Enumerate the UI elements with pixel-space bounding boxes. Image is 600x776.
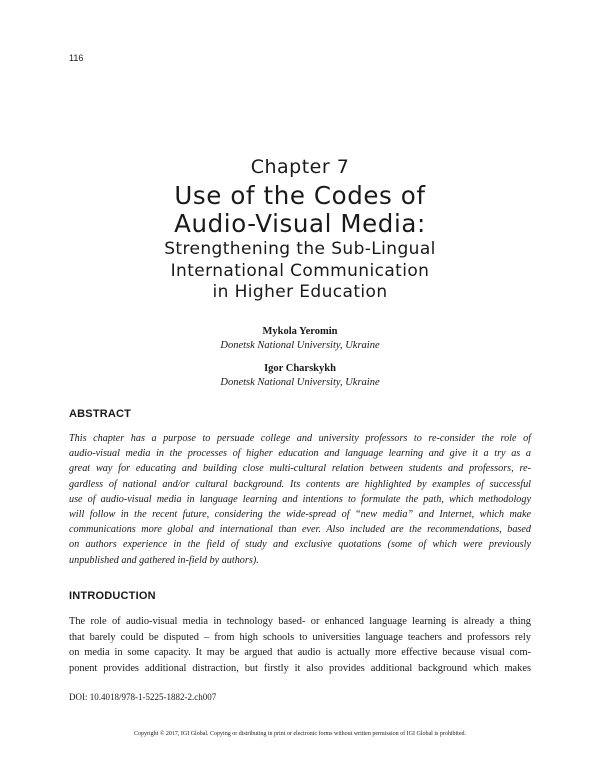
- chapter-label: Chapter 7: [250, 156, 350, 178]
- doi-line: DOI: 10.4018/978-1-5225-1882-2.ch007: [69, 692, 217, 702]
- abstract-line: use of audio-visual media in language learning and intentions to formulate the path, which methodology: [69, 493, 531, 505]
- author-name: Mykola Yeromin: [262, 326, 338, 337]
- author-affiliation: Donetsk National University, Ukraine: [220, 377, 380, 388]
- title-line: Use of the Codes of: [174, 181, 426, 210]
- abstract-line: unpublished and gathered in-field by authors).: [69, 554, 259, 566]
- subtitle-line: International Communication: [170, 260, 430, 281]
- author-affiliation: Donetsk National University, Ukraine: [220, 340, 380, 351]
- abstract-line: audio-visual media in the processes of higher education and language learning and give it a try as a: [69, 448, 531, 460]
- introduction-text: [69, 614, 531, 676]
- intro-line: The role of audio-visual media in technology based- or enhanced language learning is already a thing: [69, 616, 531, 627]
- abstract-text: [69, 431, 531, 568]
- abstract-line: will follow in the recent future, considering the wide-spread of “new media” and Internet, which make: [69, 509, 531, 521]
- author-block: [0, 325, 600, 353]
- abstract-line: gardless of national and/or cultural background. Its contents are highlighted by examples of successful: [69, 478, 531, 490]
- copyright-notice: Copyright © 2017, IGI Global. Copying or distributing in print or electronic forms without written permission of IGI Global is prohibited.: [133, 731, 466, 737]
- intro-line: that barely could be disputed – from high schools to universities language teachers and professors rely: [69, 631, 531, 643]
- author-name: Igor Charskykh: [264, 363, 336, 374]
- abstract-heading: ABSTRACT: [69, 408, 132, 420]
- author-block: [0, 362, 600, 390]
- introduction-heading: INTRODUCTION: [69, 590, 156, 602]
- abstract-line: communications more global and international than ever. Also included are the recommendations, based: [69, 524, 531, 536]
- title-line: Audio-Visual Media:: [174, 209, 426, 238]
- intro-line: on media in some capacity. It may be argued that audio is actually more effective because visual com-: [69, 647, 531, 659]
- chapter-subtitle: [0, 239, 600, 304]
- subtitle-line: Strengthening the Sub-Lingual: [164, 239, 436, 259]
- subtitle-line: in Higher Education: [212, 282, 388, 302]
- intro-line: ponent provides additional distraction, but firstly it also provides additional background which makes: [69, 662, 531, 674]
- abstract-line: This chapter has a purpose to persuade college and university professors to re-consider the role of: [69, 433, 531, 444]
- page-number: 116: [69, 53, 84, 63]
- abstract-line: great way for educating and building close multi-cultural relation between students and professors, re-: [69, 463, 531, 475]
- abstract-line: on authors experience in the field of study and exclusive quotations (some of which were previously: [69, 539, 531, 551]
- chapter-title: [0, 182, 600, 238]
